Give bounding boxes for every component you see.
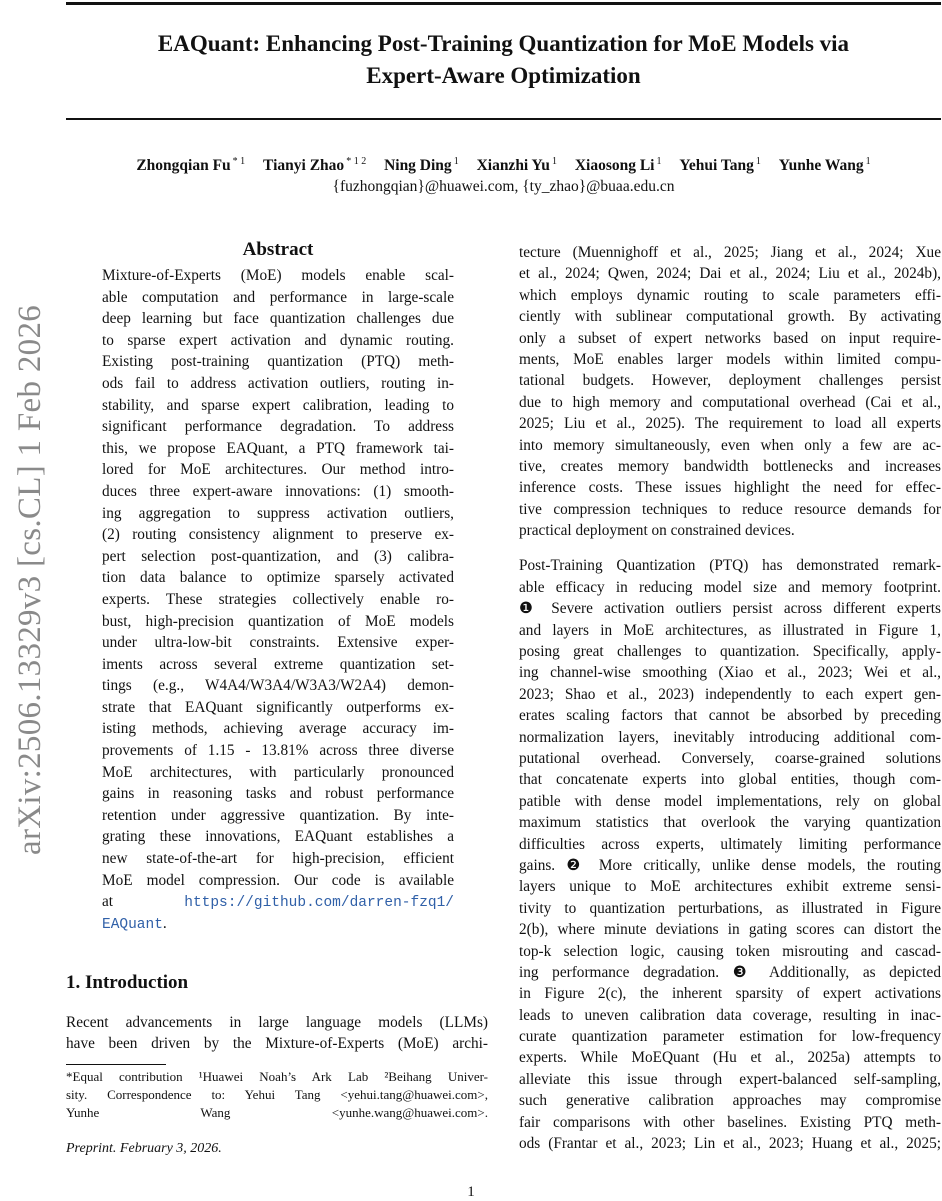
- text-line: ing channel-wise smoothing (Xiao et al., 2023; Wei et al.,: [519, 664, 941, 682]
- paper-title: [66, 28, 941, 92]
- text-line: et al., 2024; Qwen, 2024; Dai et al., 2024; Liu et al., 2024b),: [519, 265, 941, 283]
- title-rule: [66, 118, 941, 120]
- text-line: new state-of-the-art for high-precision, efficient: [102, 850, 454, 868]
- text-line: putational overhead. Conversely, coarse-grained solutions: [519, 749, 941, 767]
- text-line: ing performance degradation. ❸ Additionally, as depicted: [519, 963, 941, 981]
- text-line: difficulties across experts, ultimately limiting performance: [519, 835, 941, 853]
- text-line: grating these innovations, EAQuant establishes a: [102, 828, 454, 846]
- text-line: ing aggregation to suppress activation outliers,: [102, 504, 454, 522]
- text-line: alleviate this issue through expert-balanced self-sampling,: [519, 1070, 941, 1088]
- text-line: top-k selection logic, causing token misrouting and cascad-: [519, 942, 941, 960]
- text-line: tings (e.g., W4A4/W3A4/W3A3/W2A4) demon-: [102, 677, 454, 695]
- text-line: Recent advancements in large language models (LLMs): [66, 1014, 488, 1031]
- author: Tianyi Zhao $^{* 1 2}$: [263, 156, 367, 175]
- text-line: tivity to quantization perturbations, as illustrated in Figure: [519, 899, 941, 917]
- text-line: able computation and performance in large-scale: [102, 288, 454, 306]
- text-line: to sparse expert activation and dynamic routing.: [102, 331, 454, 349]
- text-line: ods fail to address activation outliers, routing in-: [102, 374, 454, 392]
- footnote-rule: [66, 1064, 166, 1065]
- code-link[interactable]: https://github.com/darren-fzq1/: [184, 895, 454, 912]
- author-emails: {fuzhongqian}@huawei.com, {ty_zhao}@buaa.edu.cn: [332, 178, 675, 195]
- section-heading-introduction: 1. Introduction: [66, 972, 189, 993]
- text-line: Yunhe Wang <yunhe.wang@huawei.com>.: [66, 1105, 488, 1120]
- code-link-cont[interactable]: EAQuant: [102, 916, 163, 933]
- text-line: under ultra-low-bit constraints. Extensive exper-: [102, 634, 454, 652]
- author: Ning Ding $^1$: [384, 156, 459, 175]
- text-line: (2) routing consistency alignment to preserve ex-: [102, 526, 454, 544]
- text-line: this, we propose EAQuant, a PTQ framework tai-: [102, 439, 454, 457]
- text-line: gains in reasoning tasks and robust performance: [102, 785, 454, 803]
- text-line: gains. ❷ More critically, unlike dense models, the routing: [519, 856, 941, 874]
- text-line: experts. While MoEQuant (Hu et al., 2025a) attempts to: [519, 1049, 941, 1067]
- text-line: inference costs. These issues highlight the need for effec-: [519, 479, 941, 497]
- text-line: into memory simultaneously, even when only a few are ac-: [519, 436, 941, 454]
- abstract-heading: Abstract: [242, 239, 314, 260]
- text-line: practical deployment on constrained devices.: [519, 522, 795, 540]
- text-line: and layers in MoE architectures, as illustrated in Figure 1,: [519, 621, 941, 639]
- intro-paragraph-1: [519, 242, 941, 541]
- title-line-2: Expert-Aware Optimization: [366, 63, 641, 88]
- text-line: isting methods, achieving average accuracy im-: [102, 720, 454, 738]
- author-list: [66, 156, 941, 175]
- text-line: pert selection post-quantization, and (3) calibra-: [102, 547, 454, 565]
- text-line: deep learning but face quantization challenges due: [102, 310, 454, 328]
- text-line: *Equal contribution ¹Huawei Noah’s Ark Lab ²Beihang Univer-: [66, 1069, 488, 1084]
- right-column: [519, 242, 941, 1154]
- text-line: ments, MoE enables larger models within limited compu-: [519, 350, 941, 368]
- text-line: sity. Correspondence to: Yehui Tang <yehui.tang@huawei.com>,: [66, 1087, 488, 1102]
- text-line: ❶ Severe activation outliers persist across different experts: [519, 600, 941, 618]
- text-line: 2023; Shao et al., 2023) independently to each expert gen-: [519, 685, 941, 703]
- text-line: provements of 1.15 - 13.81% across three diverse: [102, 742, 454, 760]
- text-line: duces three expert-aware innovations: (1) smooth-: [102, 482, 454, 500]
- text-line: experts. These strategies collectively enable ro-: [102, 590, 454, 608]
- text-line: tive, creates memory bandwidth bottlenecks and increases: [519, 457, 941, 475]
- text-line: patible with dense model implementations, rely on global: [519, 792, 941, 810]
- text-line: tecture (Muennighoff et al., 2025; Jiang et al., 2024; Xue: [519, 244, 941, 261]
- text-line: only a subset of expert networks based on input require-: [519, 329, 941, 347]
- text-line: Existing post-training quantization (PTQ) meth-: [102, 353, 454, 371]
- author: Zhongqian Fu $^{* 1}$: [136, 156, 246, 175]
- author: Yunhe Wang $^1$: [778, 156, 871, 175]
- text-line: significant performance degradation. To address: [102, 418, 454, 436]
- abstract: [102, 237, 454, 934]
- text-line: which employs dynamic routing to scale parameters effi-: [519, 286, 941, 304]
- text-line: leads to uneven calibration data coverage, resulting in inac-: [519, 1006, 941, 1024]
- text-line: 2(b), where minute deviations in gating scores can distort the: [519, 921, 941, 939]
- text-line: such generative calibration approaches may compromise: [519, 1092, 941, 1110]
- text-line: fair comparisons with other baselines. Existing PTQ meth-: [519, 1113, 941, 1131]
- text-line: bust, high-precision quantization of MoE models: [102, 612, 454, 630]
- text-line: Post-Training Quantization (PTQ) has demonstrated remark-: [519, 557, 941, 575]
- text-line: retention under aggressive quantization. By inte-: [102, 806, 454, 824]
- text-line: able efficacy in reducing model size and memory footprint.: [519, 578, 941, 596]
- text-line: in Figure 2(c), the inherent sparsity of expert activations: [519, 985, 941, 1003]
- author: Xiaosong Li $^1$: [574, 156, 662, 175]
- text-line: maximum statistics that overlook the varying quantization: [519, 814, 941, 832]
- title-line-1: EAQuant: Enhancing Post-Training Quantization for MoE Models via: [157, 31, 850, 56]
- abstract-code-line: at https://github.com/darren-fzq1/ EAQuant.: [102, 893, 454, 933]
- page-number: 1: [467, 1184, 475, 1200]
- text-line: MoE architectures, with particularly pronounced: [102, 763, 454, 781]
- text-line: tive compression techniques to reduce resource demands for: [519, 500, 941, 518]
- text-line: have been driven by the Mixture-of-Experts (MoE) archi-: [66, 1035, 488, 1053]
- text-line: strate that EAQuant significantly outperforms ex-: [102, 698, 454, 716]
- text-line: Mixture-of-Experts (MoE) models enable scal-: [102, 267, 454, 284]
- intro-paragraph-2: [519, 555, 941, 1154]
- arxiv-watermark: arXiv:2506.13329v3 [cs.CL] 1 Feb 2026: [12, 304, 48, 856]
- text-line: tational budgets. However, deployment challenges persist: [519, 372, 941, 390]
- text-line: lored for MoE architectures. Our method intro-: [102, 461, 454, 479]
- text-line: that concatenate experts into global entities, though com-: [519, 771, 941, 789]
- text-line: stability, and sparse expert calibration, leading to: [102, 396, 454, 414]
- abstract-body: [102, 265, 454, 891]
- top-rule: [66, 2, 941, 5]
- footnote: [66, 1068, 488, 1122]
- author: Yehui Tang $^1$: [679, 156, 761, 175]
- text-line: due to high memory and computational overhead (Cai et al.,: [519, 393, 941, 411]
- text-line: tion data balance to optimize sparsely activated: [102, 569, 454, 587]
- intro-body: [66, 1012, 488, 1055]
- text-line: layers unique to MoE architectures exhibit extreme sensi-: [519, 878, 941, 896]
- text-line: posing great challenges to quantization. Specifically, apply-: [519, 643, 941, 661]
- text-line: curate quantization parameter estimation for low-frequency: [519, 1028, 941, 1046]
- text-line: ciently with sublinear computational growth. By activating: [519, 308, 941, 326]
- author: Xianzhi Yu $^1$: [476, 156, 557, 175]
- text-line: MoE model compression. Our code is available: [102, 871, 454, 889]
- text-line: 2025; Liu et al., 2025). The requirement to load all experts: [519, 415, 941, 433]
- text-line: iments across several extreme quantization set-: [102, 655, 454, 673]
- text-line: normalization layers, inevitably introducing additional com-: [519, 728, 941, 746]
- text-line: erates scaling factors that cannot be absorbed by preceding: [519, 707, 941, 725]
- preprint-note: Preprint. February 3, 2026.: [66, 1141, 222, 1156]
- text-line: ods (Frantar et al., 2023; Lin et al., 2023; Huang et al., 2025;: [519, 1135, 941, 1153]
